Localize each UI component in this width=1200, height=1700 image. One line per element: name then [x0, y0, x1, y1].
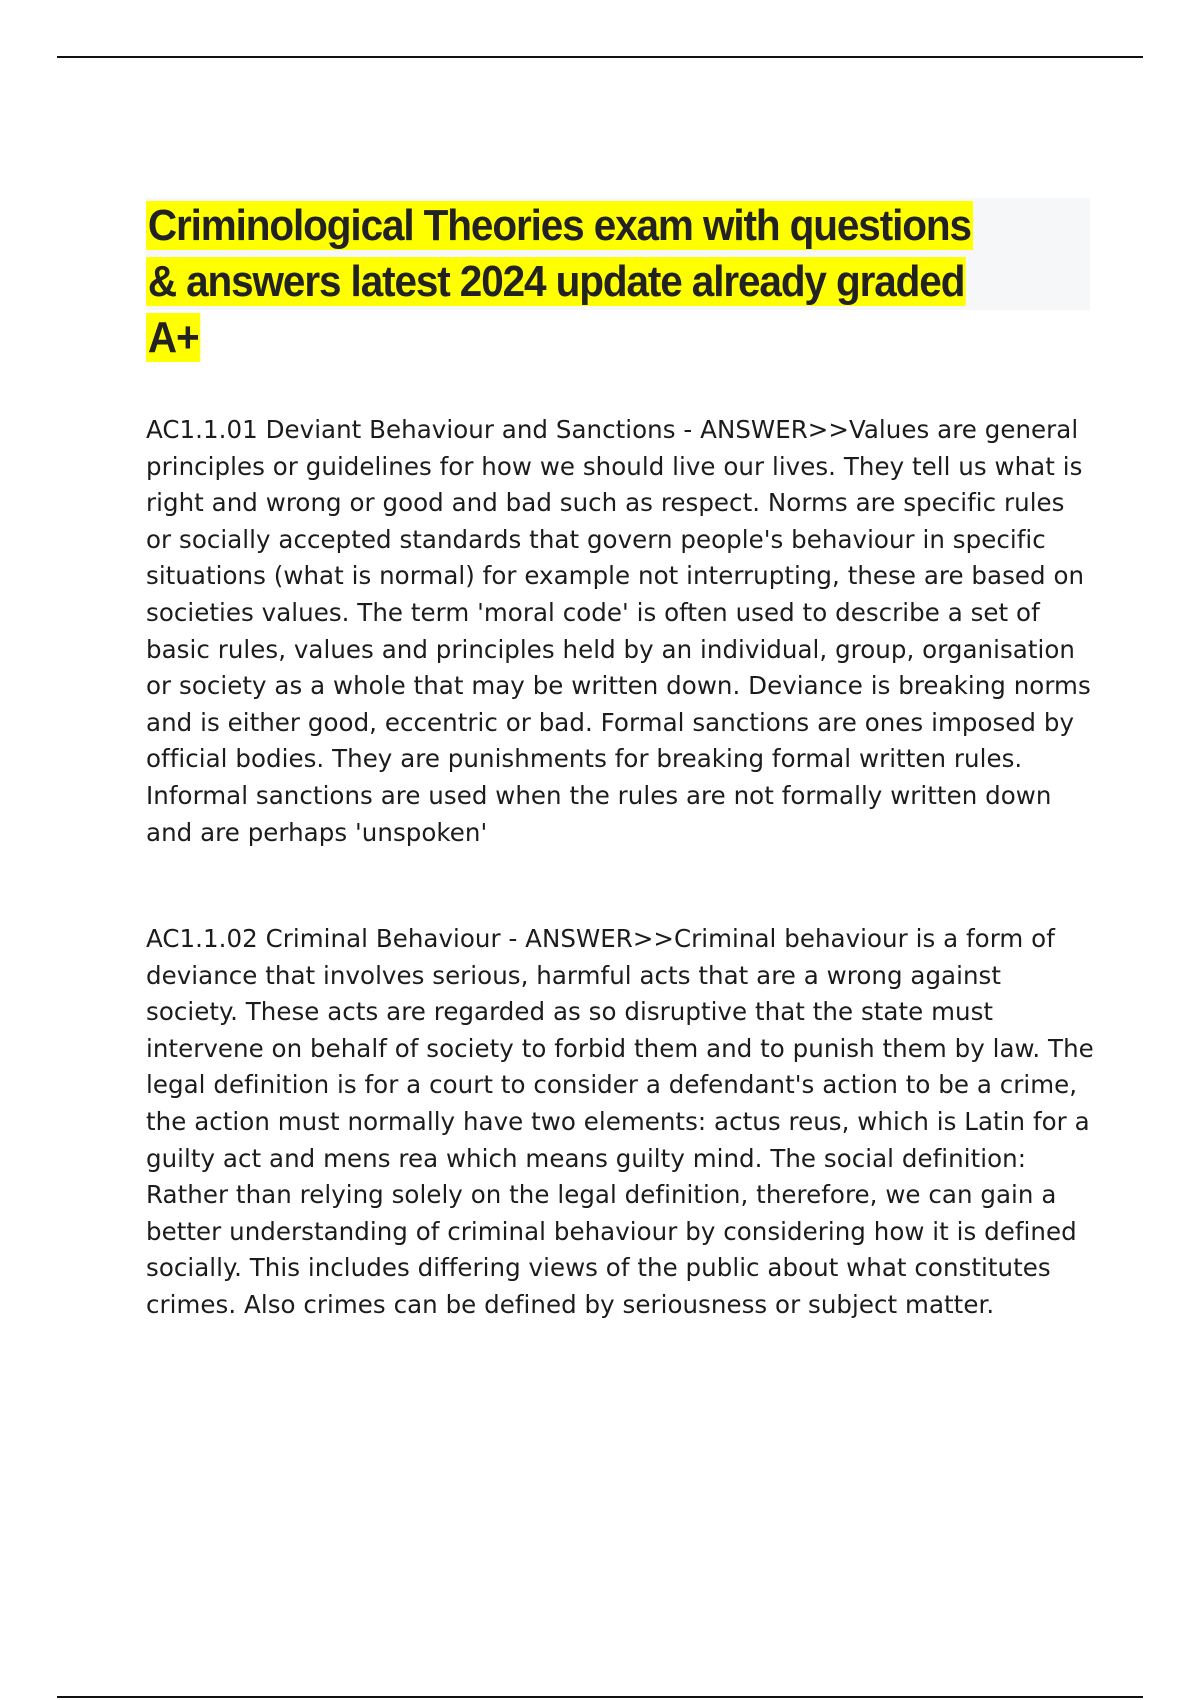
qa-entry-deviant-behaviour: AC1.1.01 Deviant Behaviour and Sanctions - ANSWER>>Values are general principles or guidelines for how we should live our lives. They tell us what is right and wrong or good and bad such as respect. Norms are specific rules or socially accepted standards that govern people's behaviour in specific situations (what is normal) for example not interrupting, these are based on societies values. The term 'moral code' is often used to describe a set of basic rules, values and principles held by an individual, group, organisation or society as a whole that may be written down. Deviance is breaking norms and is either good, eccentric or bad. Formal sanctions are ones imposed by official bodies. They are punishments for breaking formal written rules. Informal sanctions are used when the rules are not formally written down and are perhaps 'unspoken'	[146, 415, 1091, 847]
footer-rule	[57, 1696, 1143, 1698]
qa-entry-criminal-behaviour: AC1.1.02 Criminal Behaviour - ANSWER>>Criminal behaviour is a form of deviance that involves serious, harmful acts that are a wrong against society. These acts are regarded as so disruptive that the state must intervene on behalf of society to forbid them and to punish them by law. The legal definition is for a court to consider a defendant's action to be a crime, the action must normally have two elements: actus reus, which is Latin for a guilty act and mens rea which means guilty mind. The social definition: Rather than relying solely on the legal definition, therefore, we can gain a better understanding of criminal behaviour by considering how it is defined socially. This includes differing views of the public about what constitutes crimes. Also crimes can be defined by seriousness or subject matter.	[146, 924, 1094, 1319]
document-title	[146, 198, 992, 366]
title-highlight: Criminological Theories exam with questions & answers latest 2024 update already graded A+	[147, 201, 971, 362]
header-rule	[57, 56, 1143, 58]
